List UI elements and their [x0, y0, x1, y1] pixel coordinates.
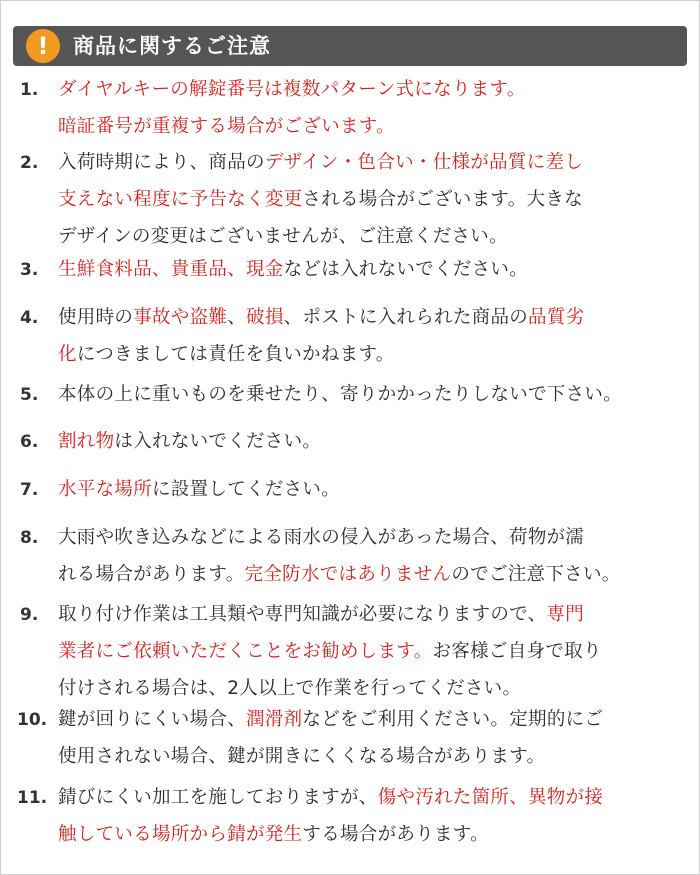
body-text: 、 [227, 307, 247, 328]
highlighted-text: 破損 [246, 307, 284, 328]
body-text: デザインの変更はございませんが、ご注意ください。 [58, 226, 508, 247]
body-text: などをご利用ください。定期的にご [302, 709, 604, 730]
notice-header [13, 26, 687, 66]
item-number: 3. [20, 260, 39, 280]
highlighted-text: 業者にご依頼いただくことをお勧めします。 [58, 641, 433, 662]
highlighted-text: 生鮮食料品、貴重品、現金 [58, 259, 284, 280]
highlighted-text: 潤滑剤 [246, 709, 303, 730]
body-text: 入荷時期により、商品の [58, 152, 265, 173]
body-text: お客様ご自身で取り [432, 641, 602, 662]
highlighted-text: 事故や盗難 [133, 307, 228, 328]
highlighted-text: 傷や汚れた箇所、異物が接 [377, 787, 604, 808]
body-text: 使用されない場合、鍵が開きにくくなる場合があります。 [58, 746, 546, 767]
body-text: につきましては責任を負いかねます。 [76, 344, 395, 365]
item-number: 2. [20, 153, 39, 173]
body-text: のでご注意下さい。 [451, 564, 621, 585]
item-number: 1. [20, 80, 39, 100]
item-number: 9. [20, 605, 39, 625]
body-text: 使用時の [58, 307, 134, 328]
body-text: する場合があります。 [302, 824, 489, 845]
item-line [58, 427, 321, 457]
item-number: 7. [20, 480, 39, 500]
highlighted-text: 割れ物 [58, 431, 115, 452]
item-line [58, 705, 603, 735]
body-text: 、ポストに入れられた商品の [283, 307, 529, 328]
item-line [58, 820, 489, 850]
item-line [58, 340, 395, 370]
highlighted-text: デザイン・色合い・仕様が品質に差し [264, 152, 584, 173]
highlighted-text: 水平な場所 [58, 479, 153, 500]
item-line [58, 742, 545, 772]
body-text: などは入れないでください。 [283, 259, 529, 280]
body-text: は入れないでください。 [114, 431, 322, 452]
item-line [58, 255, 528, 285]
item-line [58, 112, 395, 142]
item-line [58, 600, 584, 630]
highlighted-text: ダイヤルキーの解錠番号は複数パターン式になります。 [58, 79, 526, 100]
notice-title: 商品に関するご注意 [73, 34, 271, 58]
body-text: れる場合があります。 [58, 564, 245, 585]
highlighted-text: 完全防水ではありません [244, 564, 452, 585]
highlighted-text: 化 [58, 344, 77, 365]
highlighted-text: 支えない程度に予告なく変更 [58, 189, 303, 210]
body-text: 付けされる場合は、2人以上で作業を行ってください。 [58, 678, 522, 699]
body-text: 鍵が回りにくい場合、 [58, 709, 247, 730]
highlighted-text: 触している場所から錆が発生 [58, 824, 303, 845]
item-line [58, 560, 621, 590]
item-line [58, 475, 340, 505]
item-line [58, 674, 521, 704]
highlighted-text: 専門 [546, 604, 585, 625]
highlighted-text: 品質劣 [528, 307, 585, 328]
item-number: 5. [20, 385, 39, 405]
item-line [58, 783, 603, 813]
item-line [58, 185, 583, 215]
item-number: 11. [17, 788, 48, 808]
body-text: 大雨や吹き込みなどによる雨水の侵入があった場合、荷物が濡 [58, 527, 585, 548]
item-number: 6. [20, 432, 39, 452]
body-text: 取り付け作業は工具類や専門知識が必要になりますので、 [58, 604, 547, 625]
item-number: 8. [20, 528, 39, 548]
item-line [58, 303, 584, 333]
item-number: 4. [20, 308, 39, 328]
body-text: される場合がございます。大きな [302, 189, 583, 210]
exclamation-icon: ! [26, 29, 60, 63]
highlighted-text: 暗証番号が重複する場合がございます。 [58, 116, 395, 137]
item-number: 10. [17, 710, 48, 730]
item-line [58, 380, 622, 410]
body-text: 本体の上に重いものを乗せたり、寄りかかったりしないで下さい。 [58, 384, 623, 405]
body-text: 錆びにくい加工を施しておりますが、 [58, 787, 378, 808]
item-line [58, 523, 584, 553]
item-line [58, 222, 508, 252]
item-line [58, 75, 526, 105]
item-line [58, 637, 602, 667]
body-text: に設置してください。 [152, 479, 341, 500]
item-line [58, 148, 583, 178]
